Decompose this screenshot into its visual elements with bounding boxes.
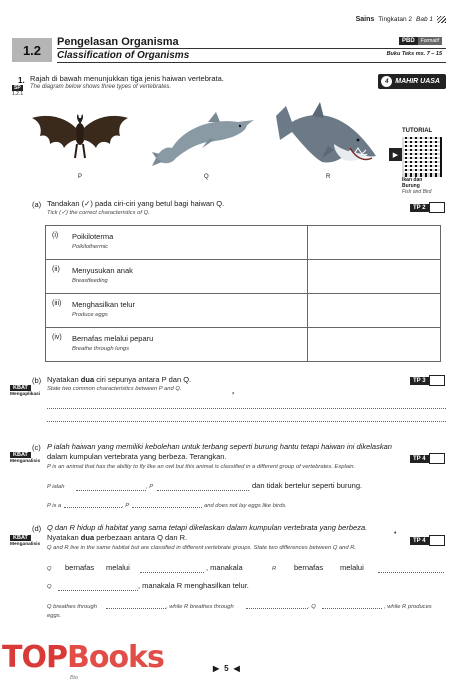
question-text-en: The diagram below shows three types of vertebrates. [30,84,172,90]
answer-blank[interactable] [58,590,138,591]
sp-reference: SP 1.2.1 [12,85,24,97]
answer-blank[interactable] [106,608,166,609]
kbat-badge: KBAT Menganalisis [10,535,41,547]
score-box[interactable] [429,453,445,464]
part-d-question: Q dan R hidup di habitat yang sama tetapi dikelaskan dalam kumpulan vertebrata yang berbeza. Nyatakan dua perbezaan antara Q dan R. [47,523,368,542]
section-subtitle: Classification of Organisms [57,50,190,61]
part-a-question-en: Tick (✓) the correct characteristics of Q. [47,210,150,216]
tp-badge: TP 4 [410,535,445,546]
answer-line[interactable] [47,421,446,422]
fill-in-line: , P [146,484,154,490]
divider [57,48,446,49]
answer-blank[interactable] [140,572,204,573]
logo-caption: Bio [70,675,78,681]
answer-blank[interactable] [322,608,382,609]
question-text: Rajah di bawah menunjukkan tiga jenis haiwan vertebrata. [30,74,224,83]
running-header [356,16,446,23]
textbook-reference: Buku Teks ms. 7 – 15 [386,51,442,57]
score-box[interactable] [429,375,445,386]
dolphin-icon [150,108,260,168]
tick-cell[interactable] [308,226,441,260]
part-c-question: P ialah haiwan yang memiliki kebolehan untuk terbang seperti burung hantu tetapi haiwan ini dikelaskan dalam kumpulan vertebrata yang berbeza. Terangkan. [47,442,392,461]
fill-in-line-en: , while R breathes through [166,604,234,610]
part-a-question: Tandakan (✓) pada ciri-ciri yang betul bagi haiwan Q. [47,199,225,208]
part-d-question-en: Q and R live in the same habitat but are classified in different vertebrate groups. State two differences between Q and R. [47,545,357,551]
tick-cell[interactable] [308,328,441,362]
page-number: ▶ 5 ◀ [213,664,240,673]
section-title: Pengelasan Organisma [57,36,179,48]
tutorial-caption: Ikan dan Burung Fish and Bird [402,177,432,195]
chapter: Bab 1 [416,16,433,23]
arrow-left-icon: ◀ [233,664,240,673]
fill-in-line-en: and does not lay eggs like birds. [204,503,287,509]
fill-in-line-en: , while R produces [384,604,432,610]
fill-in-line: bernafas [65,563,95,572]
table-row: (iii) Menghasilkan telur Produce eggs [46,294,441,328]
kbat-badge: KBAT Mengaplikasi [10,385,41,397]
score-box[interactable] [429,202,445,213]
section-number: 1.2 [12,38,52,62]
video-play-icon: ▶ [389,148,402,161]
fill-in-line: dan tidak bertelur seperti burung. [252,481,363,490]
score-box[interactable] [429,535,445,546]
table-row: (iv) Bernafas melalui peparu Breathe through lungs [46,328,441,362]
part-label: (c) [32,443,41,452]
fill-in-line: Q [47,566,52,572]
answer-blank[interactable] [132,507,202,508]
table-row: (i) Poikiloterma Poikilothermic [46,226,441,260]
answer-blank[interactable] [76,490,146,491]
fill-in-line: Q [47,584,52,590]
fill-in-line-en: , P [122,503,130,509]
answer-blank[interactable] [246,608,308,609]
tp-badge: TP 3 [410,375,445,386]
fill-in-line: , manakala R menghasilkan telur. [138,581,249,590]
answer-blank[interactable] [64,507,122,508]
pbd-badge: PBD Formatif [399,37,442,45]
animal-label: R [326,174,331,180]
fill-in-line: R [272,566,277,572]
shark-icon [272,100,382,172]
fill-in-line-en: P is a [47,503,62,509]
answer-line[interactable] [47,408,446,409]
pen-mark: • [394,530,397,537]
subject: Sains [355,16,375,23]
part-c-question-en: P is an animal that has the ability to fly like an owl but this animal is classified in a different group of vertebrates. Explain. [47,464,356,470]
answer-blank[interactable] [157,490,249,491]
fill-in-line: melalui [106,563,130,572]
tutorial-title: TUTORIAL [402,128,433,134]
mahir-icon: 4 [381,76,392,87]
part-label: (a) [32,200,42,209]
part-b-question-en: State two common characteristics between P and Q. [47,386,182,392]
question-number: 1. [18,76,25,85]
answer-blank[interactable] [378,572,444,573]
tick-cell[interactable] [308,260,441,294]
fill-in-line: melalui [340,563,364,572]
arrow-right-icon: ▶ [213,664,220,673]
part-label: (d) [32,524,42,533]
part-label: (b) [32,376,42,385]
fill-in-line-en: . Q [308,604,316,610]
tp-badge: TP 2 [410,202,445,213]
stripes-icon [437,16,446,23]
fill-in-line: P ialah [47,484,65,490]
mahir-uasa-badge: 4 MAHIR UASA [378,74,446,89]
table-row: (ii) Menyusukan anak Breastfeeding [46,260,441,294]
animal-label: Q [204,174,209,180]
topbooks-logo: TOP Books [2,640,164,675]
tick-cell[interactable] [308,294,441,328]
fill-in-line-en: eggs. [47,613,62,619]
fill-in-line: bernafas [294,563,324,572]
bat-icon [30,106,130,168]
fill-in-line-en: Q breathes through [47,604,97,610]
fill-in-line: , manakala [206,563,243,572]
qr-code-pattern [402,137,442,177]
part-b-question: Nyatakan dua ciri sepunya antara P dan Q. [47,375,192,384]
level: Tingkatan 2 [378,16,412,23]
tp-badge: TP 4 [410,453,445,464]
animal-label: P [78,174,83,180]
kbat-badge: KBAT Menganalisis [10,452,41,464]
characteristics-table [45,225,441,362]
divider [57,62,446,63]
pen-mark: ⸗ [232,390,235,397]
